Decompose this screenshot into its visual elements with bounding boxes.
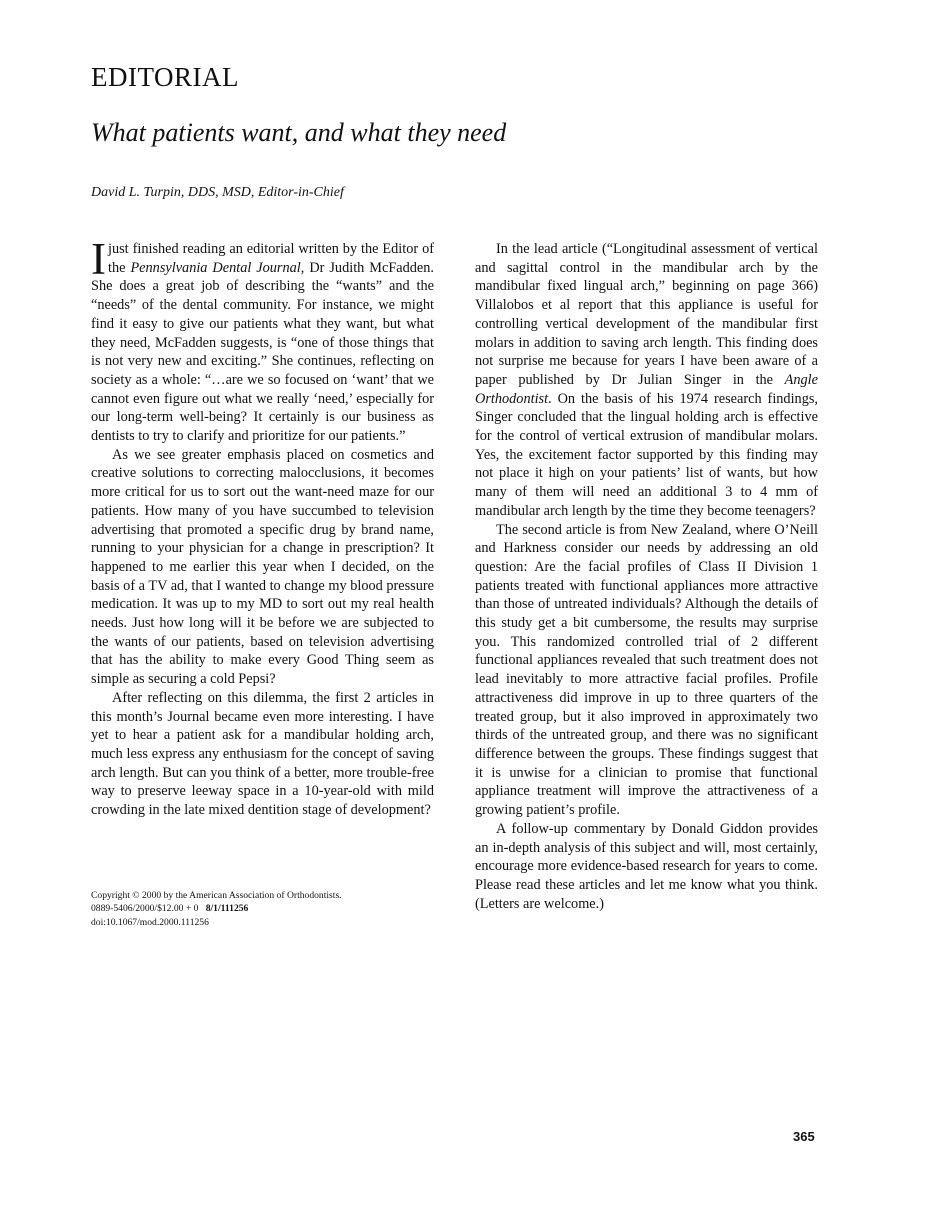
paragraph-text: just finished reading an editorial written by the Editor of the (108, 241, 434, 276)
paragraph: After reflecting on this dilemma, the first 2 articles in this month’s Journal became even more interesting. I have yet to hear a patient ask for a mandibular holding arch, much less express any enthusiasm for the concept of saving arch length. But can you think of a better, more trouble-free way to preserve leeway space in a 10-year-old with mild crowding in the late mixed dentition stage of development? (91, 689, 434, 819)
copyright-block (91, 889, 342, 929)
journal-name: Angle Orthodontist (475, 371, 818, 407)
paragraph (91, 234, 435, 446)
article-code: 8/1/111256 (205, 903, 249, 915)
doi-line: doi:10.1067/mod.2000.111256 (91, 916, 209, 928)
issn: 0889-5406/2000/$12.00 + 0 (91, 903, 199, 915)
author-byline: David L. Turpin, DDS, MSD, Editor-in-Chief (91, 185, 344, 200)
page-number: 365 (793, 1129, 815, 1144)
copyright-line: Copyright © 2000 by the American Association of Orthodontists. (91, 890, 342, 901)
journal-name: Pennsylvania Dental Journal (130, 259, 301, 276)
section-label: EDITORIAL (91, 62, 239, 92)
article-title: What patients want, and what they need (91, 118, 507, 147)
paragraph: As we see greater emphasis placed on cosmetics and creative solutions to correcting malocclusions, it becomes more critical for us to sort out the want-need maze for our patients. How many of you have succumbed to television advertising that promoted a specific drug by brand name, running to your physician for a change in prescription? It happened to me earlier this year when I decided, on the basis of a TV ad, that I wanted to change my blood pressure medication. It was up to my MD to sort out my real health needs. Just how long will it be before we are subjected to the wants of our patients, based on television advertising that has the ability to make every Good Thing seem as simple as securing a cold Pepsi? (91, 446, 434, 688)
paragraph-text: , Dr Judith McFadden. She does a great job of describing the “wants” and the “needs” of the dental community. For instance, we might find it easy to give our patients what they want, but what they need, McFadden suggests, is “one of those things that is not very new and exciting.” She continues, reflecting on society as a whole: “…are we so focused on ‘want’ that we cannot even figure out what we really ‘need,’ especially for our long-term well-being? It certainly is our business as dentists to try to clarify and prioritize for our patients.” (91, 259, 435, 445)
paragraph-text: In the lead article (“Longitudinal assessment of vertical and sagittal control in the mandibular arch by the mandibular fixed lingual arch,” beginning on page 366) Villalobos et al report that this appliance is useful for controlling vertical development of the mandibular first molars in addition to saving arch length. This finding does not surprise me because for years I have been aware of a paper published by Dr Julian Singer in the (475, 241, 818, 388)
paragraph-text: . On the basis of his 1974 research findings, Singer concluded that the lingual holding arch is effective for the control of vertical extrusion of mandibular molars. Yes, the excitement factor supported by this finding may not place it high on your patients’ list of wants, but how many of them will need an additional 3 to 4 mm of mandibular arch length by the time they become teenagers? (475, 390, 818, 519)
right-column (475, 240, 818, 913)
paragraph (475, 240, 818, 521)
paragraph: A follow-up commentary by Donald Giddon provides an in-depth analysis of this subject and will, most certainly, encourage more evidence-based research for years to come. Please read these articles and let me know what you think. (Letters are welcome.) (475, 820, 818, 912)
issn-line (91, 902, 342, 915)
drop-cap: I (91, 234, 106, 284)
paragraph: The second article is from New Zealand, where O’Neill and Harkness consider our needs by addressing an old question: Are the facial profiles of Class II Division 1 patients treated with functional appliances more attractive than those of untreated individuals? Although the details of this study get a bit cumbersome, the results may surprise you. This randomized controlled trial of 2 different functional appliances revealed that such treatment does not lead inevitably to more attractive facial profiles. Profile attractiveness did improve in up to three quarters of the treated group, but it also improved in approximately two thirds of the untreated group, and there was no significant difference between the groups. These findings suggest that it is unwise for a clinician to promise that functional appliance treatment will improve the attractiveness of a growing patient’s profile. (475, 521, 818, 819)
left-column (91, 234, 435, 820)
